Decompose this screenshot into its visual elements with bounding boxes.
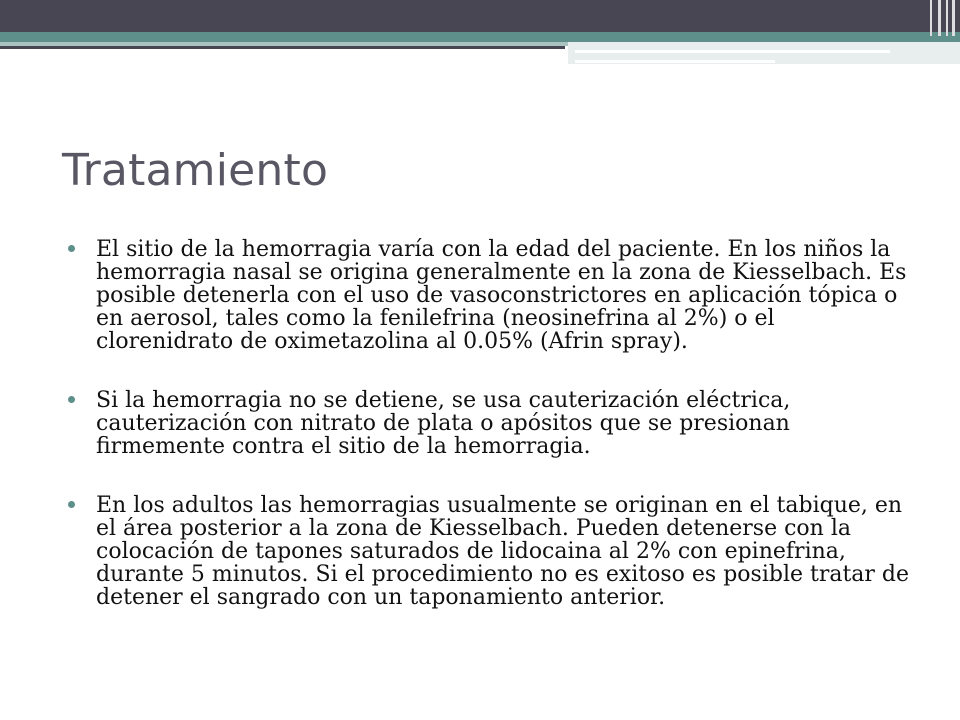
- header-accent-dark: [0, 46, 565, 49]
- header-white-bar-2: [575, 60, 775, 63]
- bullet-item: [66, 494, 916, 609]
- slide-title: Tratamiento: [62, 145, 329, 196]
- bullet-list: [66, 238, 916, 645]
- bullet-text: Si la hemorragia no se detiene, se usa cauterización eléctrica, cauterización con nitrato de plata o apósitos que se presionan firmemente contra el sitio de la hemorragia.: [96, 388, 791, 459]
- header-band: [0, 0, 960, 32]
- bullet-dot-icon: [68, 501, 75, 508]
- bullet-text: El sitio de la hemorragia varía con la edad del paciente. En los niños la hemorragia nasal se origina generalmente en la zona de Kiesselbach. Es posible detenerla con el uso de vasoconstrictores en aplicación tópica o en aerosol, tales como la fenilefrina (neosinefrina al 2%) o el clorenidrato de oximetazolina al 0.05% (Afrin spray).: [96, 237, 907, 354]
- bullet-item: [66, 389, 916, 458]
- header-stripe: [946, 0, 948, 36]
- bullet-text: En los adultos las hemorragias usualmente se originan en el tabique, en el área posterior a la zona de Kiesselbach. Pueden detenerse con la colocación de tapones saturados de lidocaina al 2% con epinefrina, durante 5 minutos. Si el procedimiento no es exitoso es posible tratar de detener el sangrado con un taponamiento anterior.: [96, 493, 910, 610]
- bullet-dot-icon: [68, 396, 75, 403]
- header-white-bar: [575, 50, 890, 53]
- header-accent-line: [0, 32, 960, 42]
- bullet-item: [66, 238, 916, 353]
- header-stripe: [930, 0, 932, 36]
- header-stripe: [952, 0, 955, 36]
- bullet-dot-icon: [68, 245, 75, 252]
- header-stripe: [938, 0, 941, 36]
